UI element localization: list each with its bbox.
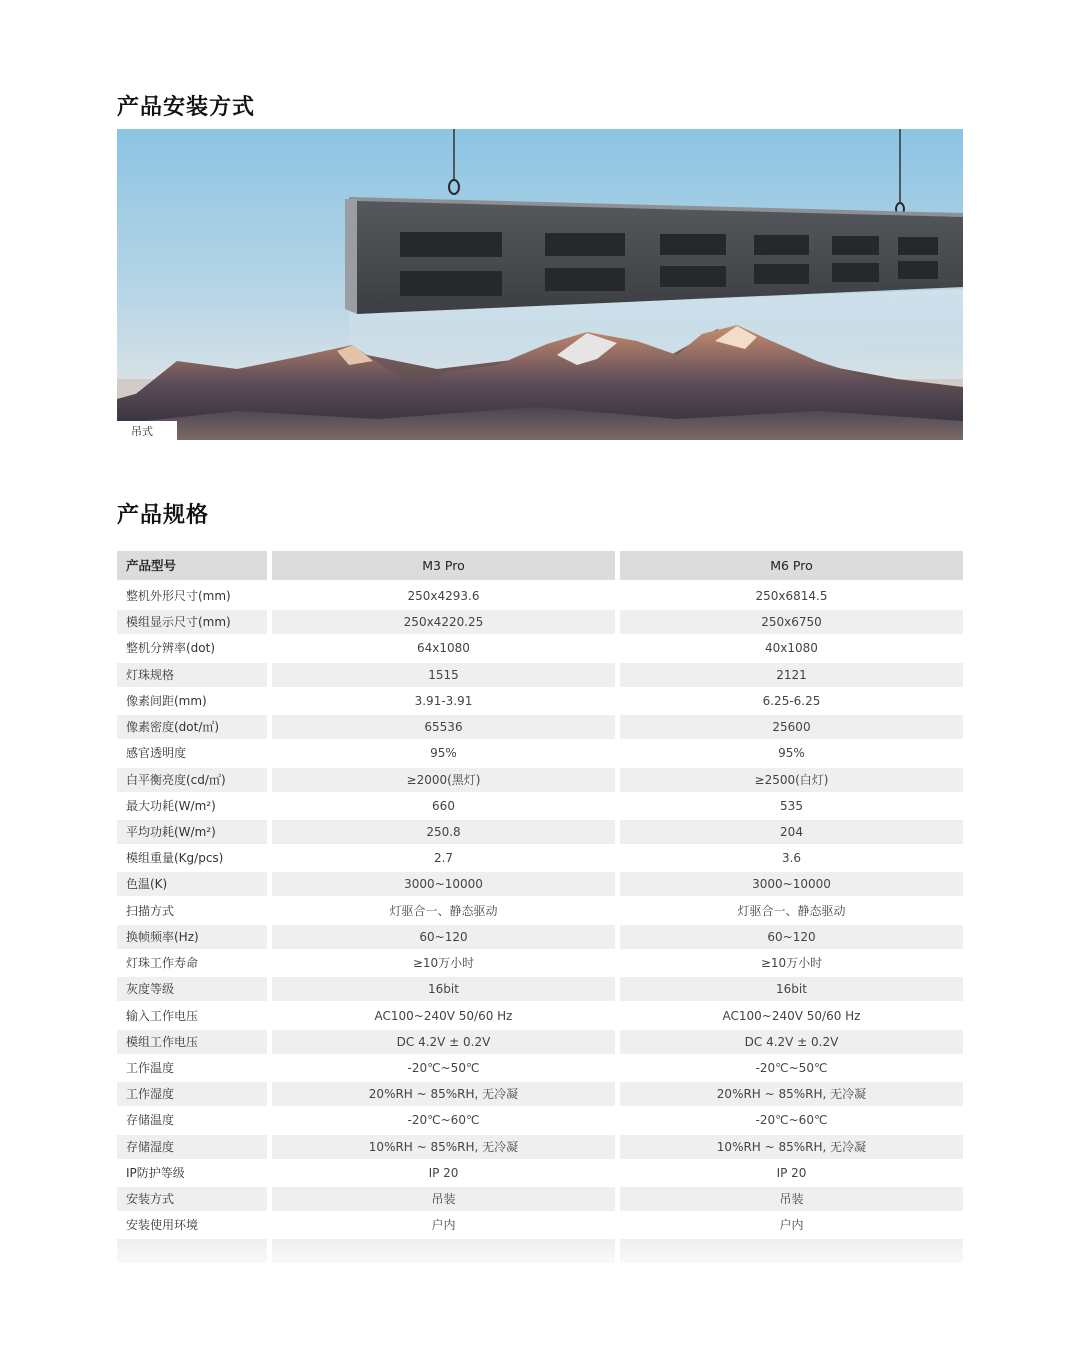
m6-value: ≥2500(白灯) bbox=[620, 768, 963, 792]
table-row bbox=[117, 1030, 963, 1054]
table-row bbox=[117, 1056, 963, 1080]
empty-cell bbox=[117, 1239, 267, 1263]
row-label: 扫描方式 bbox=[126, 903, 175, 918]
m6-value: 95% bbox=[778, 746, 805, 761]
m3-value: 20%RH ~ 85%RH, 无冷凝 bbox=[272, 1082, 615, 1106]
table-row bbox=[117, 794, 963, 818]
spec-table bbox=[117, 551, 963, 1266]
row-label: 整机分辨率(dot) bbox=[126, 641, 216, 656]
header-m6-pro: M6 Pro bbox=[620, 551, 963, 580]
row-label: 模组重量(Kg/pcs) bbox=[126, 851, 224, 866]
install-type-caption: 吊式 bbox=[117, 421, 177, 440]
m3-value: 户内 bbox=[431, 1218, 456, 1233]
m3-value: 3.91-3.91 bbox=[414, 693, 473, 708]
m6-value: 535 bbox=[780, 798, 803, 813]
row-label: 整机外形尺寸(mm) bbox=[126, 589, 231, 603]
m3-value: -20℃~50℃ bbox=[407, 1060, 480, 1075]
hanging-install-photo bbox=[117, 129, 963, 440]
row-label: 白平衡亮度(cd/㎡) bbox=[117, 768, 267, 792]
spec-header-row bbox=[117, 551, 963, 580]
table-row bbox=[117, 872, 963, 896]
row-label: 最大功耗(W/m²) bbox=[126, 798, 216, 813]
header-label: 产品型号 bbox=[117, 551, 267, 580]
table-row bbox=[117, 977, 963, 1001]
m6-value: 20%RH ~ 85%RH, 无冷凝 bbox=[620, 1082, 963, 1106]
row-label: 安装使用环境 bbox=[126, 1218, 199, 1233]
m6-value: 3000~10000 bbox=[620, 872, 963, 896]
table-row bbox=[117, 715, 963, 739]
table-row bbox=[117, 1004, 963, 1028]
m6-value: AC100~240V 50/60 Hz bbox=[722, 1008, 861, 1023]
m3-value: 250x4293.6 bbox=[407, 589, 480, 603]
m6-value: ≥10万小时 bbox=[760, 956, 823, 971]
empty-table-row bbox=[117, 1239, 963, 1263]
m3-value: 10%RH ~ 85%RH, 无冷凝 bbox=[272, 1135, 615, 1159]
table-row bbox=[117, 1082, 963, 1106]
row-label: 色温(K) bbox=[117, 872, 267, 896]
row-label: 换帧频率(Hz) bbox=[117, 925, 267, 949]
table-row bbox=[117, 663, 963, 687]
m3-value: 灯驱合一、静态驱动 bbox=[389, 903, 498, 918]
m3-value: 250.8 bbox=[272, 820, 615, 844]
m3-value: 吊装 bbox=[272, 1187, 615, 1211]
m3-value: 660 bbox=[432, 798, 455, 813]
m3-value: IP 20 bbox=[428, 1165, 459, 1180]
empty-cell bbox=[272, 1239, 615, 1263]
row-label: 模组显示尺寸(mm) bbox=[117, 610, 267, 634]
header-m3-pro: M3 Pro bbox=[272, 551, 615, 580]
table-row bbox=[117, 951, 963, 975]
row-label: 工作温度 bbox=[126, 1060, 175, 1075]
m6-value: 户内 bbox=[779, 1218, 804, 1233]
row-label: 灯珠规格 bbox=[117, 663, 267, 687]
m3-value: 95% bbox=[430, 746, 457, 761]
m3-value: 250x4220.25 bbox=[272, 610, 615, 634]
m6-value: 16bit bbox=[620, 977, 963, 1001]
table-row bbox=[117, 1213, 963, 1237]
hanging-led-mountain-illustration bbox=[117, 129, 963, 440]
row-label: 灯珠工作寿命 bbox=[126, 956, 199, 971]
table-row bbox=[117, 899, 963, 923]
m3-value: 16bit bbox=[272, 977, 615, 1001]
empty-cell bbox=[620, 1239, 963, 1263]
row-label: 感官透明度 bbox=[126, 746, 187, 761]
m6-value: IP 20 bbox=[776, 1165, 807, 1180]
table-row bbox=[117, 689, 963, 713]
m6-value: 3.6 bbox=[781, 851, 802, 866]
table-row bbox=[117, 820, 963, 844]
row-label: 工作湿度 bbox=[117, 1082, 267, 1106]
install-section-title: 产品安装方式 bbox=[117, 95, 256, 120]
table-row bbox=[117, 1108, 963, 1132]
row-label: 输入工作电压 bbox=[126, 1008, 199, 1023]
m6-value: 灯驱合一、静态驱动 bbox=[737, 903, 846, 918]
table-row bbox=[117, 741, 963, 765]
table-row bbox=[117, 636, 963, 660]
row-label: 平均功耗(W/m²) bbox=[117, 820, 267, 844]
m6-value: 60~120 bbox=[620, 925, 963, 949]
m6-value: 25600 bbox=[620, 715, 963, 739]
m3-value: ≥10万小时 bbox=[412, 956, 475, 971]
m6-value: 吊装 bbox=[620, 1187, 963, 1211]
table-row bbox=[117, 1187, 963, 1211]
m6-value: 250x6814.5 bbox=[755, 589, 828, 603]
table-row bbox=[117, 1135, 963, 1159]
m6-value: 204 bbox=[620, 820, 963, 844]
m3-value: 1515 bbox=[272, 663, 615, 687]
row-label: 安装方式 bbox=[117, 1187, 267, 1211]
row-label: IP防护等级 bbox=[126, 1165, 185, 1180]
m6-value: 40x1080 bbox=[765, 641, 818, 656]
m3-value: 2.7 bbox=[433, 851, 454, 866]
table-row bbox=[117, 584, 963, 608]
spec-section-title: 产品规格 bbox=[117, 503, 210, 528]
m6-value: 6.25-6.25 bbox=[762, 693, 821, 708]
m3-value: ≥2000(黑灯) bbox=[272, 768, 615, 792]
m6-value: -20℃~60℃ bbox=[755, 1113, 828, 1128]
row-label: 存储温度 bbox=[126, 1113, 175, 1128]
m3-value: AC100~240V 50/60 Hz bbox=[374, 1008, 513, 1023]
m3-value: 65536 bbox=[272, 715, 615, 739]
m6-value: 10%RH ~ 85%RH, 无冷凝 bbox=[620, 1135, 963, 1159]
table-row bbox=[117, 1161, 963, 1185]
m3-value: 64x1080 bbox=[417, 641, 470, 656]
table-row bbox=[117, 846, 963, 870]
row-label: 存储湿度 bbox=[117, 1135, 267, 1159]
m3-value: -20℃~60℃ bbox=[407, 1113, 480, 1128]
m3-value: DC 4.2V ± 0.2V bbox=[272, 1030, 615, 1054]
row-label: 灰度等级 bbox=[117, 977, 267, 1001]
m3-value: 3000~10000 bbox=[272, 872, 615, 896]
m6-value: 250x6750 bbox=[620, 610, 963, 634]
table-row bbox=[117, 610, 963, 634]
row-label: 像素间距(mm) bbox=[126, 693, 207, 708]
m6-value: 2121 bbox=[620, 663, 963, 687]
m3-value: 60~120 bbox=[272, 925, 615, 949]
row-label: 像素密度(dot/㎡) bbox=[117, 715, 267, 739]
table-row bbox=[117, 925, 963, 949]
m6-value: DC 4.2V ± 0.2V bbox=[620, 1030, 963, 1054]
row-label: 模组工作电压 bbox=[117, 1030, 267, 1054]
m6-value: -20℃~50℃ bbox=[755, 1060, 828, 1075]
table-row bbox=[117, 768, 963, 792]
